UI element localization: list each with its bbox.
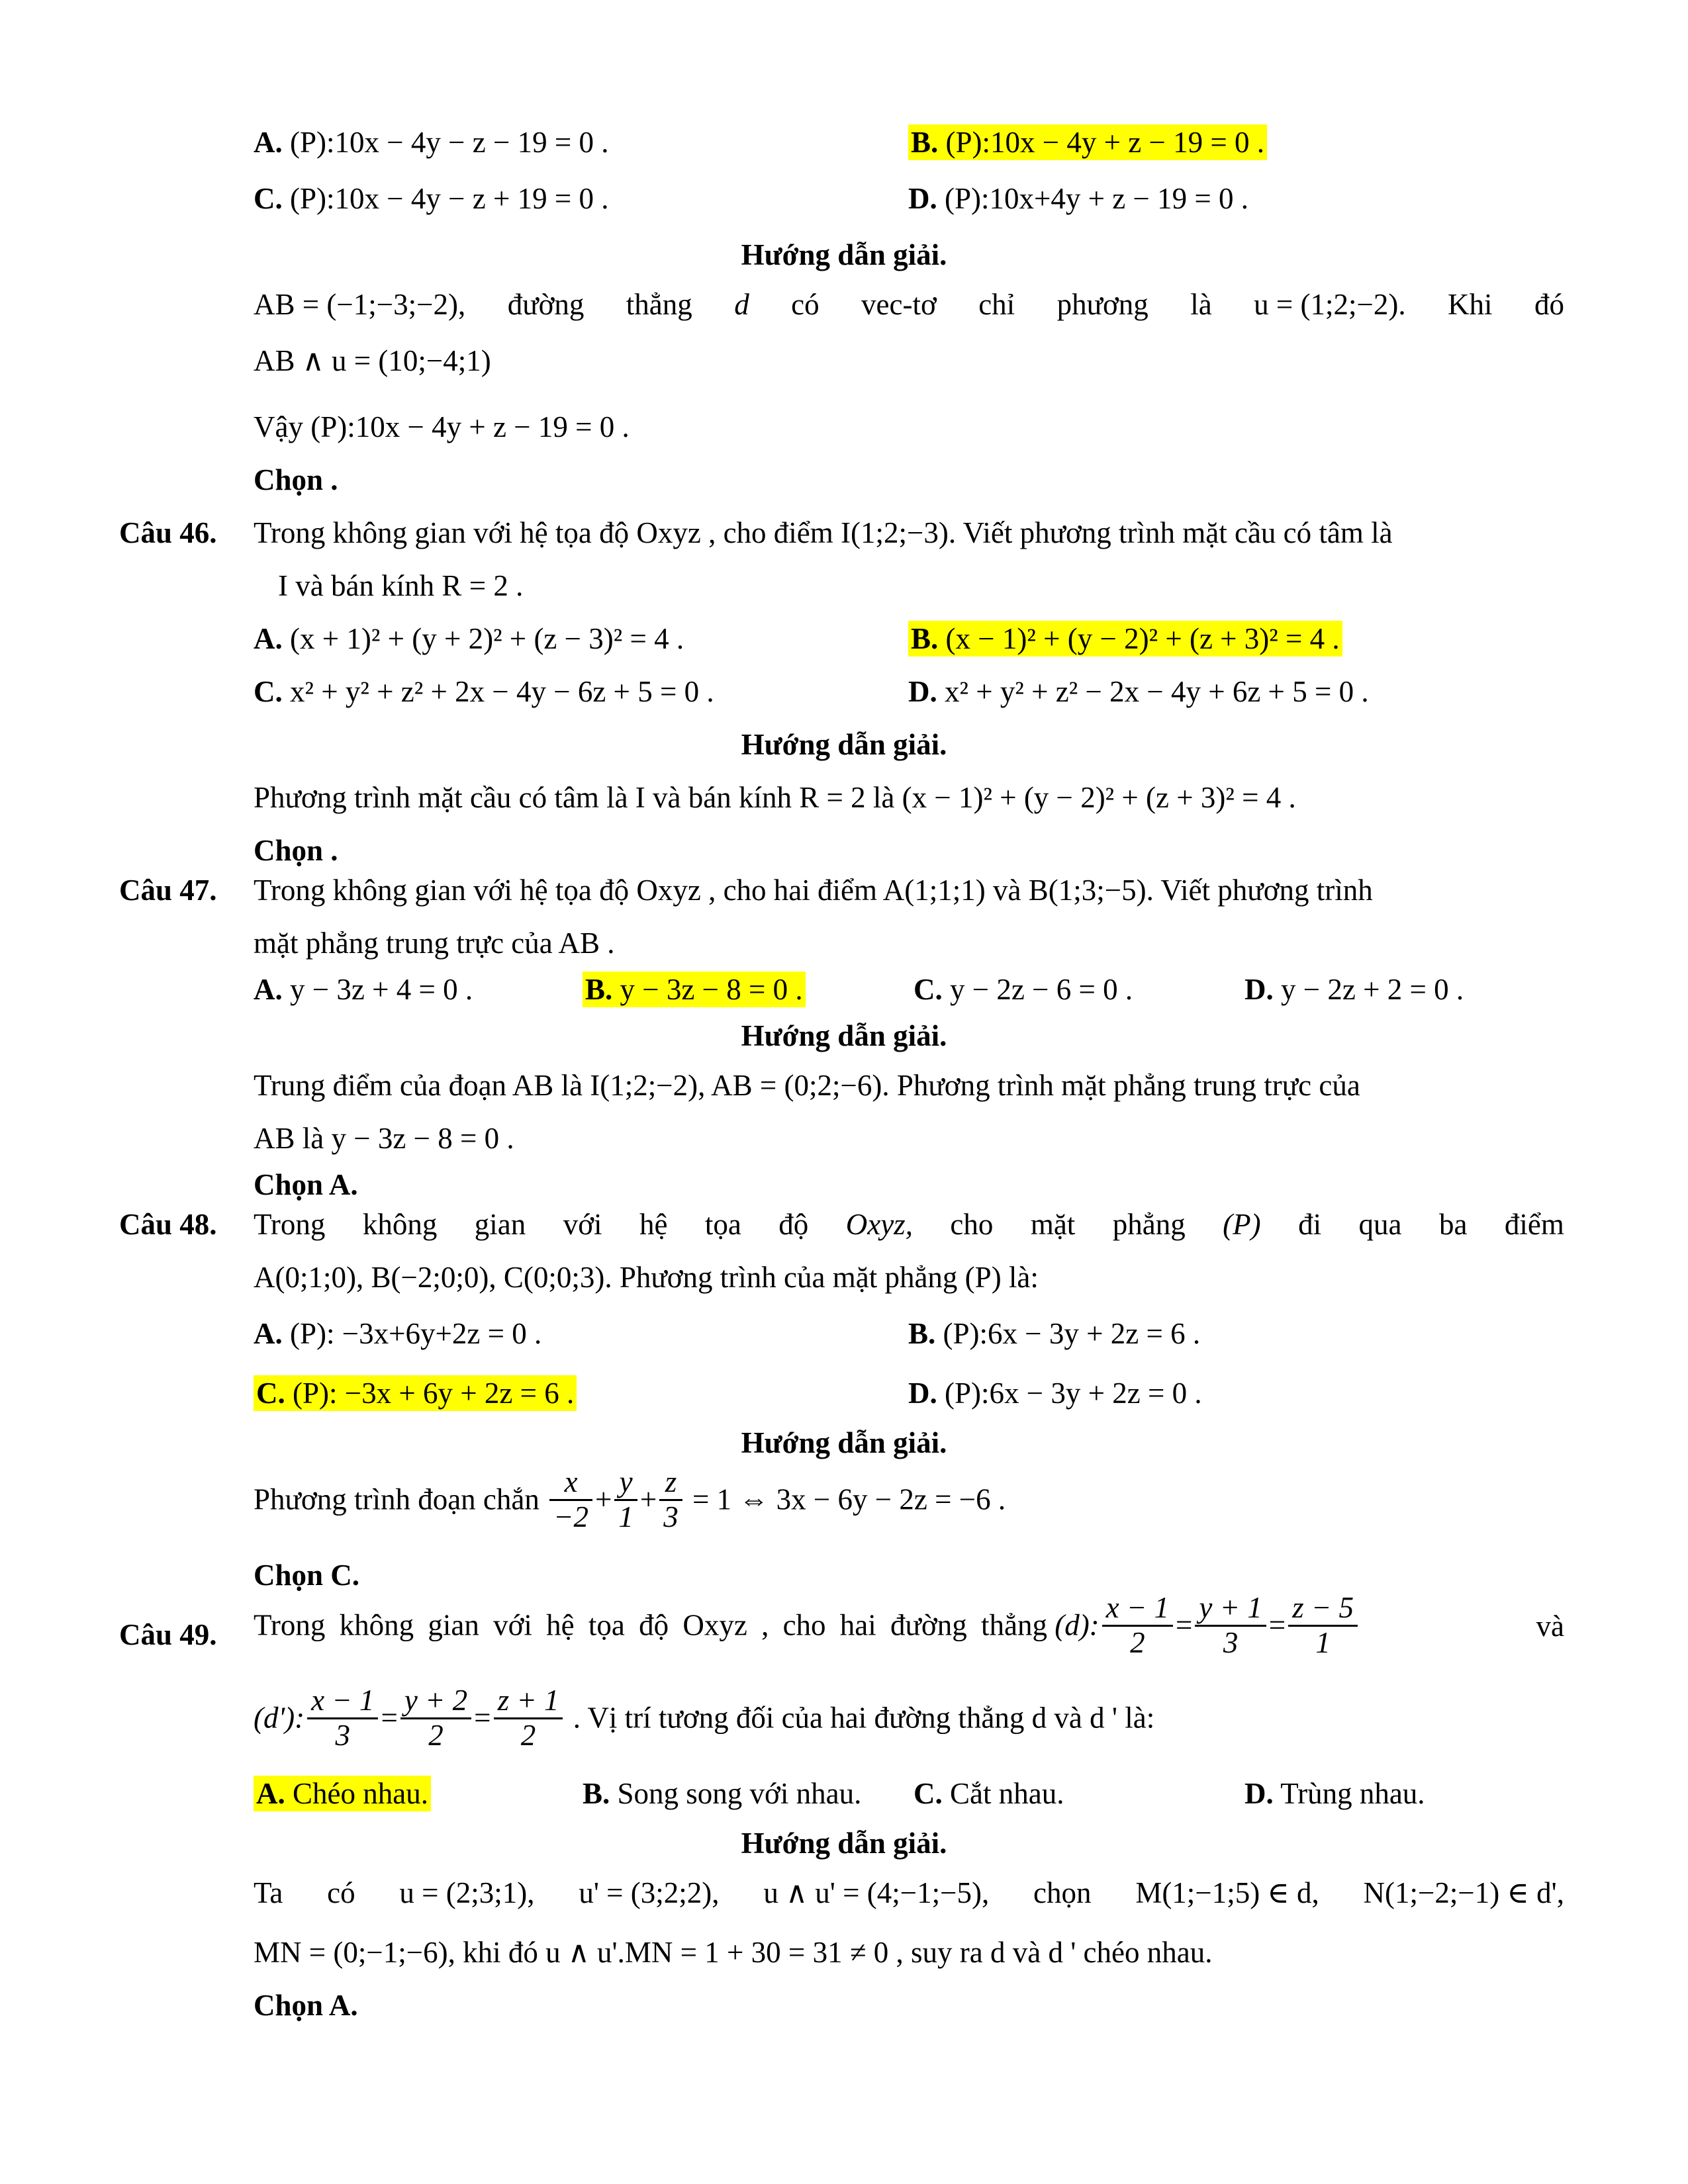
q45-sol-word: có [791,288,820,321]
q47-option-d-text: y − 2z + 2 = 0 . [1281,973,1464,1006]
q48-frac1-den: −2 [553,1500,588,1533]
q48-label: Câu 48. [119,1208,217,1241]
q49-option-d [1244,1770,1425,1817]
q49-d-f1-num: x − 1 [1102,1592,1173,1627]
q45-solution-line-1 [254,281,1564,328]
q48-option-c-label: C. [256,1377,285,1410]
q49-d2-f1-den: 3 [335,1718,351,1752]
q47-option-c-label: C. [914,973,943,1006]
q49-d2-f2-num: y + 2 [400,1684,471,1719]
q46-option-c [254,668,714,715]
q47-option-b-label: B. [585,973,613,1006]
q48-option-b-text: (P):6x − 3y + 2z = 6 . [943,1317,1201,1350]
q49-d-f3-num: z − 5 [1288,1592,1358,1627]
q48-option-c-highlight [254,1375,577,1411]
q49-option-a [254,1770,431,1817]
q46-option-c-label: C. [254,675,283,708]
q49-sol-word: u' = (3;2;2), [579,1876,720,1909]
q47-stem-1: Trong không gian với hệ tọa độ Oxyz , cho hai điểm A(1;1;1) và B(1;3;−5). Viết phương trình [254,874,1373,907]
q46-option-a-label: A. [254,622,283,655]
q49-sol-word: u = (2;3;1), [399,1876,535,1909]
q48-fraction-2 [614,1466,637,1533]
q48-frac3-num: z [659,1466,682,1501]
q49-label: Câu 49. [119,1618,217,1651]
q49-d-frac-1 [1102,1592,1173,1659]
q48-stem-word: qua [1358,1208,1402,1241]
q49-d2-frac-1 [307,1684,378,1752]
q47-option-b-text: y − 3z − 8 = 0 . [620,973,803,1006]
q45-solution-line-2: AB ∧ u = (10;−4;1) [254,344,491,377]
q49-stem-pre: Trong không gian với hệ tọa độ Oxyz , cho hai đường thẳng [254,1608,1047,1642]
q48-solution-line-1 [254,1466,1006,1533]
q48-choose: Chọn C. [254,1559,360,1592]
q46-choose: Chọn . [254,834,338,867]
q49-sol-word: Ta [254,1876,283,1909]
q48-frac2-num: y [614,1466,637,1501]
q48-stem-word: gian [474,1208,526,1241]
q45-sol-word: thẳng [626,288,692,321]
q47-option-b [583,966,806,1013]
q49-d2-frac-3 [494,1684,563,1752]
q47-option-a-text: y − 3z + 4 = 0 . [290,973,473,1006]
q46-option-d-label: D. [908,675,937,708]
q48-stem-word: mặt [1030,1208,1076,1241]
q47-option-d-label: D. [1244,973,1274,1006]
q48-stem-word: cho [950,1208,994,1241]
q49-d-frac-3 [1288,1592,1358,1659]
q49-solution-line-1 [254,1870,1564,1916]
q48-stem-word: phẳng [1112,1208,1186,1241]
q49-option-b [583,1770,861,1817]
q49-option-c [914,1770,1064,1817]
q49-and: và [1536,1610,1564,1643]
q48-stem-word: không [362,1208,438,1241]
q45-sol-word: d [734,288,749,321]
q49-equals: = [381,1701,398,1735]
q49-d2-frac-2 [400,1684,471,1752]
q46-stem-1: Trong không gian với hệ tọa độ Oxyz , cho điểm I(1;2;−3). Viết phương trình mặt cầu có tâm là [254,516,1393,549]
q48-option-a [254,1310,541,1357]
q45-option-c-text: (P):10x − 4y − z + 19 = 0 . [290,182,609,215]
q48-stem-word: với [563,1208,602,1241]
q49-solution-line-2: MN = (0;−1;−6), khi đó u ∧ u'.MN = 1 + 30 = 31 ≠ 0 , suy ra d và d ' chéo nhau. [254,1936,1213,1969]
q46-option-d [908,668,1369,715]
q48-guide-heading: Hướng dẫn giải. [741,1426,947,1459]
q49-option-c-label: C. [914,1777,943,1810]
q45-option-a-label: A. [254,126,283,159]
q47-option-d [1244,966,1464,1013]
q46-guide-heading: Hướng dẫn giải. [741,728,947,761]
q46-option-b [908,615,1342,662]
q46-option-a-text: (x + 1)² + (y + 2)² + (z − 3)² = 4 . [290,622,684,655]
q49-stem-2 [254,1684,1154,1752]
q45-sol-word: phương [1056,288,1149,321]
q45-sol-word: đó [1534,288,1564,321]
q49-option-d-text: Trùng nhau. [1280,1777,1425,1810]
q48-stem-word: độ [778,1208,809,1241]
q46-option-c-text: x² + y² + z² + 2x − 4y − 6z + 5 = 0 . [290,675,714,708]
q48-option-d [908,1370,1202,1416]
q49-option-a-highlight [254,1776,431,1811]
q49-d-f3-den: 1 [1315,1625,1331,1659]
q46-option-d-text: x² + y² + z² − 2x − 4y + 6z + 5 = 0 . [945,675,1369,708]
q49-stem-post: . Vị trí tương đối của hai đường thẳng d và d ' là: [573,1701,1155,1735]
q49-d2-f1-num: x − 1 [307,1684,378,1719]
q45-option-a [254,119,609,165]
q45-option-b-text: (P):10x − 4y + z − 19 = 0 . [945,126,1265,159]
q45-sol-word: là [1190,288,1212,321]
q49-d2-f3-num: z + 1 [494,1684,563,1719]
q48-stem-word: hệ [639,1208,668,1241]
q47-solution-line-1: Trung điểm của đoạn AB là I(1;2;−2), AB = (0;2;−6). Phương trình mặt phẳng trung trực của [254,1069,1360,1102]
q48-sol-post: = 1 ⇔ 3x − 6y − 2z = −6 . [692,1482,1006,1516]
q48-frac3-den: 3 [663,1500,679,1533]
q48-stem-word: ba [1438,1208,1468,1241]
q48-sol-pre: Phương trình đoạn chắn [254,1482,539,1516]
q48-option-b [908,1310,1200,1357]
q49-choose: Chọn A. [254,1989,358,2022]
q48-frac1-num: x [549,1466,592,1501]
q48-stem-word: Oxyz, [845,1208,913,1241]
q45-option-b-highlight [908,124,1267,160]
q49-guide-heading: Hướng dẫn giải. [741,1827,947,1860]
q45-guide-heading: Hướng dẫn giải. [741,238,947,271]
q49-stem-1 [254,1592,1564,1659]
q49-sol-word: N(1;−2;−1) ∈ d', [1363,1876,1564,1909]
q49-d-f2-num: y + 1 [1195,1592,1266,1627]
q46-option-a [254,615,684,662]
q47-option-a-label: A. [254,973,283,1006]
q48-stem-word: (P) [1223,1208,1261,1241]
q49-option-c-text: Cắt nhau. [950,1777,1064,1810]
q48-option-d-text: (P):6x − 3y + 2z = 0 . [945,1377,1202,1410]
q48-stem-word: Trong [254,1208,326,1241]
q48-option-b-label: B. [908,1317,936,1350]
q47-stem-2: mặt phẳng trung trực của AB . [254,927,615,960]
q48-option-a-label: A. [254,1317,283,1350]
q49-option-d-label: D. [1244,1777,1274,1810]
q49-equals: = [1176,1608,1193,1642]
q47-option-b-highlight [583,972,806,1007]
q47-choose: Chọn A. [254,1168,358,1201]
q49-option-a-label: A. [256,1777,285,1810]
q47-solution-line-2: AB là y − 3z − 8 = 0 . [254,1122,514,1155]
q49-equals: = [1268,1608,1286,1642]
q45-sol-word: chỉ [978,288,1015,321]
q45-sol-word: Khi [1448,288,1493,321]
q45-sol-word: AB = (−1;−3;−2), [254,288,466,321]
q48-fraction-1 [549,1466,592,1533]
q49-sol-word: u ∧ u' = (4;−1;−5), [763,1876,990,1909]
q47-option-c-text: y − 2z − 6 = 0 . [950,973,1133,1006]
q49-d2-f3-den: 2 [520,1718,536,1752]
q45-choose: Chọn . [254,463,338,496]
q45-option-a-text: (P):10x − 4y − z − 19 = 0 . [290,126,609,159]
q45-option-b-label: B. [911,126,939,159]
q45-option-b [908,119,1267,165]
q49-option-b-label: B. [583,1777,610,1810]
q48-stem-word: đi [1298,1208,1322,1241]
q49-option-a-text: Chéo nhau. [293,1777,428,1810]
q46-stem-2: I và bán kính R = 2 . [278,569,524,602]
q48-stem-1 [254,1201,1564,1248]
q46-option-b-text: (x − 1)² + (y − 2)² + (z + 3)² = 4 . [945,622,1340,655]
q48-option-a-text: (P): −3x+6y+2z = 0 . [290,1317,542,1350]
q46-option-b-label: B. [911,622,939,655]
q49-d-frac-2 [1195,1592,1266,1659]
q49-sol-word: có [327,1876,355,1909]
q47-label: Câu 47. [119,874,217,907]
q45-sol-word: đường [507,288,585,321]
q47-option-c [914,966,1133,1013]
q48-stem-word: tọa [704,1208,741,1241]
q47-option-a [254,966,473,1013]
q49-option-b-text: Song song với nhau. [617,1777,862,1810]
q45-solution-line-3: Vậy (P):10x − 4y + z − 19 = 0 . [254,410,630,443]
q49-d-f1-den: 2 [1130,1625,1145,1659]
q45-option-d-text: (P):10x+4y + z − 19 = 0 . [945,182,1248,215]
q45-option-d-label: D. [908,182,937,215]
q48-fraction-3 [659,1466,682,1533]
q45-option-c-label: C. [254,182,283,215]
q45-sol-word: u = (1;2;−2). [1254,288,1406,321]
q48-option-c-text: (P): −3x + 6y + 2z = 6 . [293,1377,575,1410]
q48-stem-2: A(0;1;0), B(−2;0;0), C(0;0;3). Phương trình của mặt phẳng (P) là: [254,1261,1039,1294]
q49-sol-word: chọn [1033,1876,1092,1909]
q48-frac2-den: 1 [618,1500,633,1533]
q46-solution-line-1: Phương trình mặt cầu có tâm là I và bán kính R = 2 là (x − 1)² + (y − 2)² + (z + 3)² = 4 . [254,781,1296,814]
q48-stem-word: điểm [1504,1208,1564,1241]
q45-sol-word: vec-tơ [861,288,937,321]
q45-option-c [254,175,609,222]
q47-guide-heading: Hướng dẫn giải. [741,1019,947,1052]
q49-d2-f2-den: 2 [428,1718,444,1752]
q46-option-b-highlight [908,621,1342,657]
q48-option-c [254,1370,577,1416]
q48-option-d-label: D. [908,1377,937,1410]
q49-d2-label: (d'): [254,1701,305,1735]
q45-option-d [908,175,1248,222]
q49-d-f2-den: 3 [1223,1625,1239,1659]
q49-d-label: (d): [1055,1608,1100,1642]
q48-plus: + [639,1482,657,1516]
q46-label: Câu 46. [119,516,217,549]
q49-sol-word: M(1;−1;5) ∈ d, [1135,1876,1319,1909]
q49-equals: = [474,1701,491,1735]
q48-plus: + [595,1482,612,1516]
